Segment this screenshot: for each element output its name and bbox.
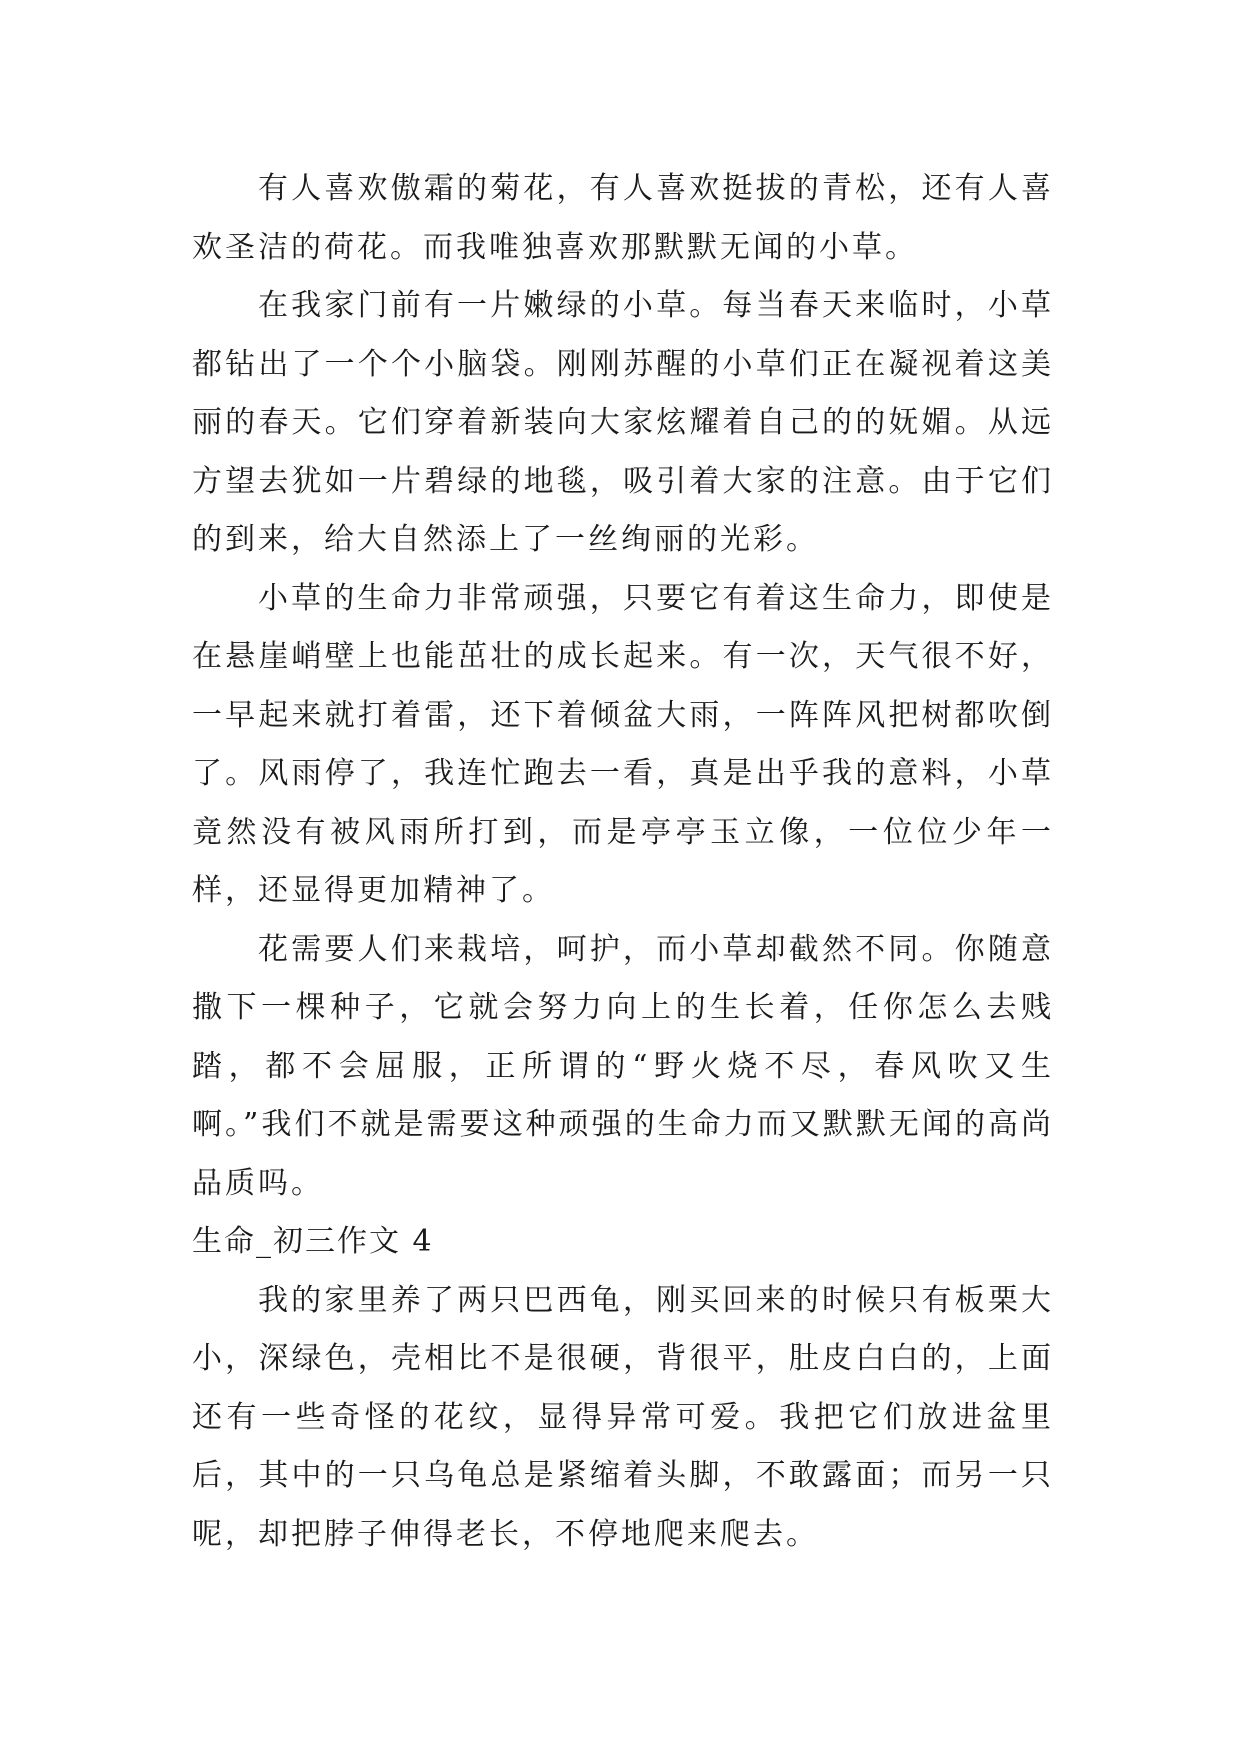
document-body (192, 160, 1054, 1564)
paragraph-spring-grass: 在我家门前有一片嫩绿的小草。每当春天来临时，小草都钻出了一个个小脑袋。刚刚苏醒的小草们正在凝视着这美丽的春天。它们穿着新装向大家炫耀着自己的的妩媚。从远方望去犹如一片碧绿的地毯，吸引着大家的注意。由于它们的到来，给大自然添上了一丝绚丽的光彩。 (192, 288, 1054, 557)
section-title: 生命_初三作文 4 (192, 1224, 434, 1259)
paragraph-grass-quality: 花需要人们来栽培，呵护，而小草却截然不同。你随意撒下一棵种子，它就会努力向上的生长着，任你怎么去贱踏，都不会屈服，正所谓的“野火烧不尽，春风吹又生啊。”我们不就是需要这种顽强的生命力而又默默无闻的高尚品质吗。 (192, 931, 1054, 1201)
paragraph-chrysanthemum: 有人喜欢傲霜的菊花，有人喜欢挺拔的青松，还有人喜欢圣洁的荷花。而我唯独喜欢那默默无闻的小草。 (192, 171, 1054, 265)
paragraph-turtles: 我的家里养了两只巴西龟，刚买回来的时候只有板栗大小，深绿色，壳相比不是很硬，背很平，肚皮白白的，上面还有一些奇怪的花纹，显得异常可爱。我把它们放进盆里后，其中的一只乌龟总是紧缩着头脚，不敢露面；而另一只呢，却把脖子伸得老长，不停地爬来爬去。 (192, 1282, 1054, 1552)
paragraph-grass-vitality: 小草的生命力非常顽强，只要它有着这生命力，即使是在悬崖峭壁上也能茁壮的成长起来。有一次，天气很不好，一早起来就打着雷，还下着倾盆大雨，一阵阵风把树都吹倒了。风雨停了，我连忙跑去一看，真是出乎我的意料，小草竟然没有被风雨所打到，而是亭亭玉立像，一位位少年一样，还显得更加精神了。 (192, 580, 1054, 908)
